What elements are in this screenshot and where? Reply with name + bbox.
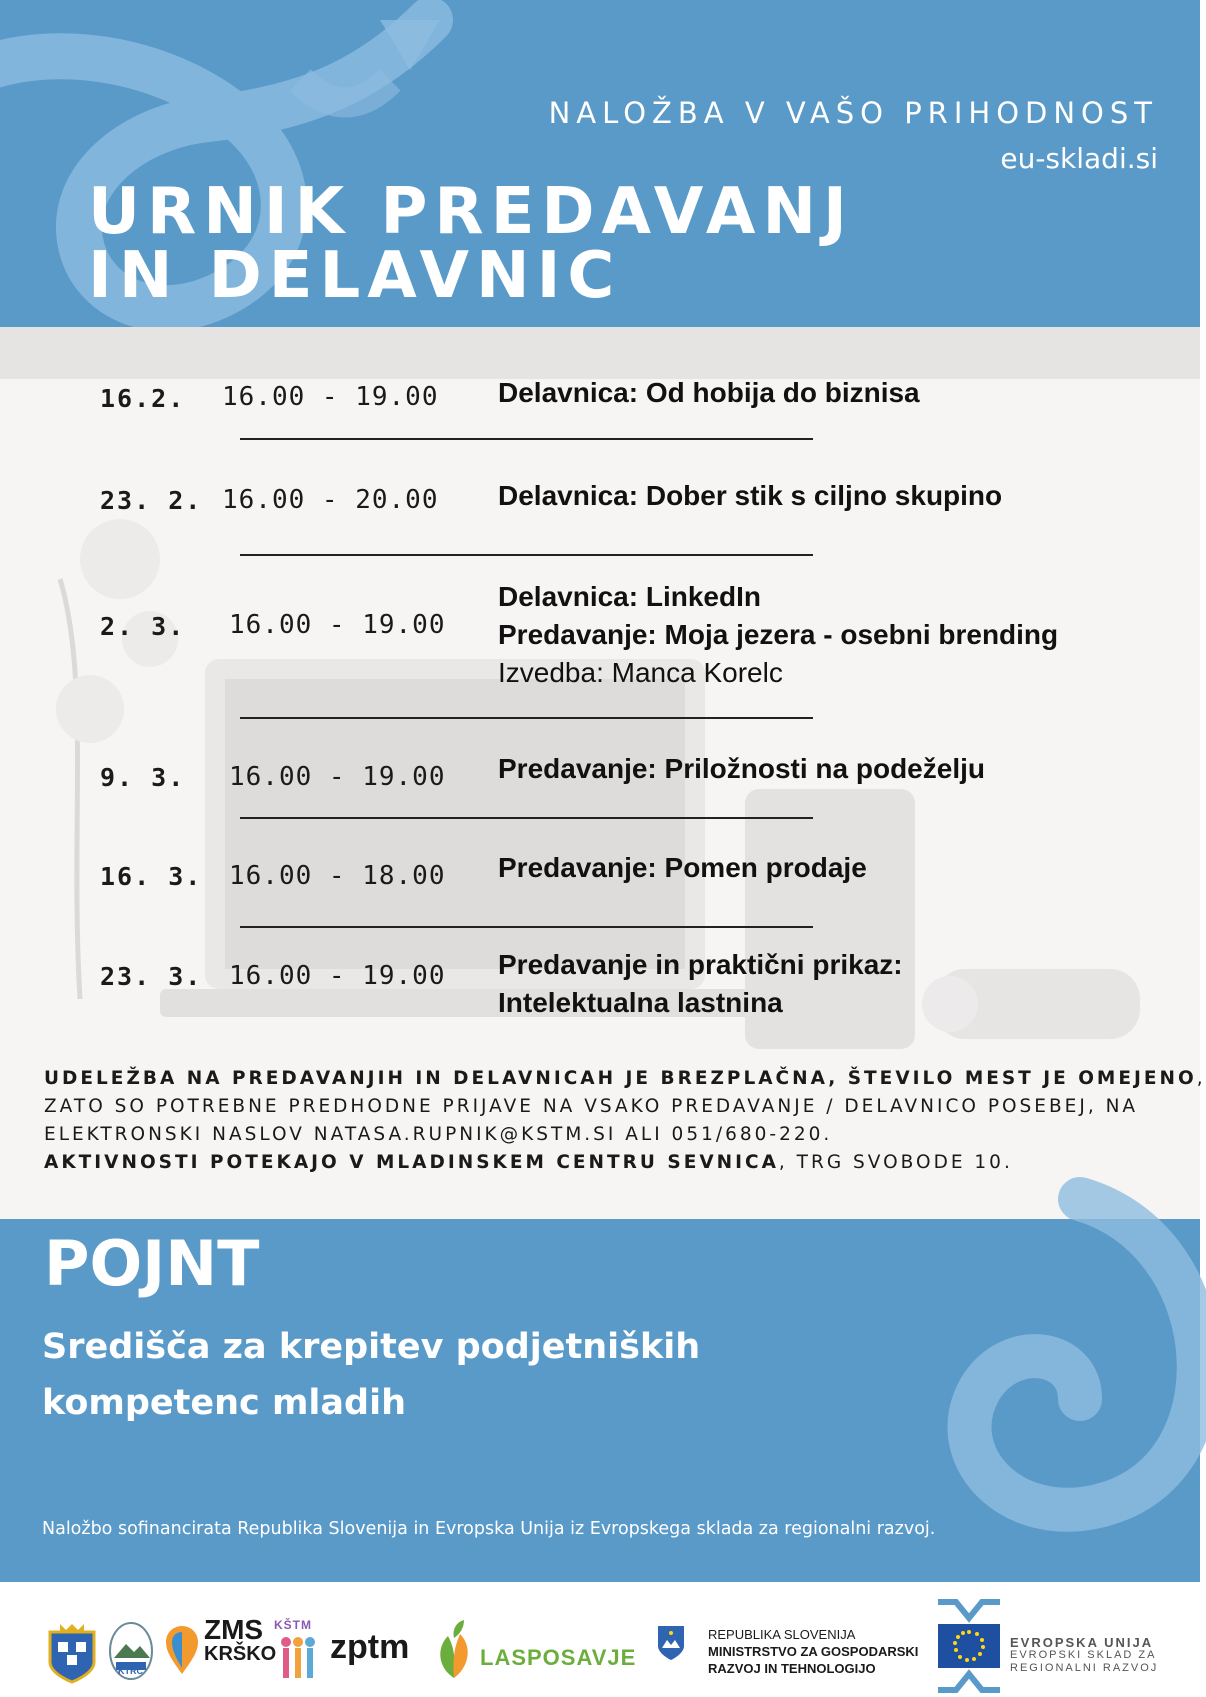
session-title bbox=[498, 477, 1002, 515]
page-title bbox=[88, 175, 854, 313]
session-date: 23. 3. bbox=[100, 962, 203, 991]
zms-logo-text bbox=[204, 1614, 277, 1666]
session-title-line: Delavnica: LinkedIn bbox=[498, 581, 761, 612]
municipality-crest-icon bbox=[44, 1622, 100, 1684]
session-time: 16.00 - 18.00 bbox=[229, 861, 446, 891]
session-title-line: Delavnica: Od hobija do biznisa bbox=[498, 377, 920, 408]
session-date: 9. 3. bbox=[100, 763, 186, 792]
ministry-line-1: REPUBLIKA SLOVENIJA bbox=[708, 1627, 856, 1642]
tagline: NALOŽBA V VAŠO PRIHODNOST bbox=[548, 96, 1158, 130]
row-divider bbox=[240, 926, 813, 928]
notice-contact[interactable]: ELEKTRONSKI NASLOV NATASA.RUPNIK@KSTM.SI ALI 051/680-220. bbox=[44, 1124, 833, 1145]
ministry-line-2: MINISTRSTVO ZA GOSPODARSKI bbox=[708, 1644, 919, 1659]
row-divider bbox=[240, 817, 813, 819]
zms-pin-icon bbox=[164, 1624, 200, 1676]
website-link[interactable]: eu-skladi.si bbox=[1000, 142, 1158, 175]
session-title bbox=[498, 750, 985, 788]
zms-line-2: KRŠKO bbox=[204, 1643, 277, 1665]
kstm-logo-text: KŠTM bbox=[274, 1618, 312, 1632]
subtitle-line-1: Središča za krepitev podjetniških bbox=[42, 1327, 701, 1367]
row-divider bbox=[240, 438, 813, 440]
session-title-line: Predavanje: Moja jezera - osebni brending bbox=[498, 619, 1059, 650]
notice-line bbox=[44, 1149, 1164, 1177]
footer-banner bbox=[0, 1219, 1200, 1582]
session-date: 16.2. bbox=[100, 384, 186, 413]
eu-label bbox=[1010, 1636, 1158, 1675]
notice-emphasis: AKTIVNOSTI POTEKAJO V MLADINSKEM CENTRU SEVNICA bbox=[44, 1152, 779, 1173]
session-time: 16.00 - 19.00 bbox=[229, 762, 446, 792]
header-banner bbox=[0, 0, 1200, 327]
row-divider bbox=[240, 554, 813, 556]
row-divider bbox=[240, 717, 813, 719]
session-presenter: Izvedba: Manca Korelc bbox=[498, 657, 783, 688]
session-title-line: Predavanje in praktični prikaz: bbox=[498, 949, 903, 980]
notice-line: ZATO SO POTREBNE PREDHODNE PRIJAVE NA VSAKO PREDAVANJE / DELAVNICO POSEBEJ, NA bbox=[44, 1096, 1139, 1117]
las-logo-text: LASPOSAVJE bbox=[480, 1645, 637, 1670]
notice-emphasis: UDELEŽBA NA PREDAVANJIH IN DELAVNICAH JE BREZPLAČNA, ŠTEVILO MEST JE OMEJENO bbox=[44, 1068, 1197, 1089]
eu-line-2: EVROPSKI SKLAD ZA bbox=[1010, 1649, 1157, 1661]
session-time: 16.00 - 19.00 bbox=[222, 382, 439, 412]
session-title bbox=[498, 849, 867, 887]
zptm-logo-text: zptm bbox=[330, 1628, 410, 1666]
session-title bbox=[498, 374, 920, 412]
session-date: 16. 3. bbox=[100, 862, 203, 891]
kstm-figures-icon bbox=[276, 1634, 320, 1684]
session-time: 16.00 - 20.00 bbox=[222, 485, 439, 515]
eu-line-3: REGIONALNI RAZVOJ bbox=[1010, 1662, 1159, 1674]
notice-line bbox=[44, 1065, 1206, 1093]
ktrc-label: KTRC bbox=[118, 1666, 143, 1676]
title-line-1: URNIK PREDAVANJ bbox=[88, 175, 854, 249]
divider-band bbox=[0, 327, 1200, 379]
slovenia-crest-icon bbox=[656, 1624, 686, 1662]
session-title bbox=[498, 578, 1058, 692]
title-line-2: IN DELAVNIC bbox=[88, 239, 622, 313]
notice-text: , TRG SVOBODE 10. bbox=[778, 1152, 1013, 1173]
session-time: 16.00 - 19.00 bbox=[229, 610, 446, 640]
session-date: 23. 2. bbox=[100, 486, 203, 515]
brand-name: POJNT bbox=[44, 1227, 260, 1300]
session-title-line: Predavanje: Priložnosti na podeželju bbox=[498, 753, 985, 784]
zms-line-1: ZMS bbox=[204, 1614, 264, 1645]
partner-logos bbox=[0, 1582, 1200, 1697]
session-title-line: Predavanje: Pomen prodaje bbox=[498, 852, 867, 883]
brand-subtitle bbox=[42, 1319, 700, 1431]
session-title bbox=[498, 946, 903, 1022]
session-date: 2. 3. bbox=[100, 612, 186, 641]
notice-text: , bbox=[1196, 1068, 1206, 1089]
eu-flag-icon bbox=[936, 1600, 1002, 1692]
session-title-line: Delavnica: Dober stik s ciljno skupino bbox=[498, 480, 1003, 511]
ministry-label bbox=[708, 1626, 918, 1677]
eu-line-1: EVROPSKA UNIJA bbox=[1010, 1635, 1154, 1650]
las-leaf-icon bbox=[434, 1618, 474, 1682]
cofinancing-note: Naložbo sofinancirata Republika Slovenija in Evropska Unija iz Evropskega sklada za regionalni razvoj. bbox=[42, 1519, 936, 1539]
registration-notice bbox=[44, 1065, 1206, 1177]
session-time: 16.00 - 19.00 bbox=[229, 961, 446, 991]
session-title-line: Intelektualna lastnina bbox=[498, 987, 783, 1018]
ministry-line-3: RAZVOJ IN TEHNOLOGIJO bbox=[708, 1661, 876, 1676]
subtitle-line-2: kompetenc mladih bbox=[42, 1383, 407, 1423]
